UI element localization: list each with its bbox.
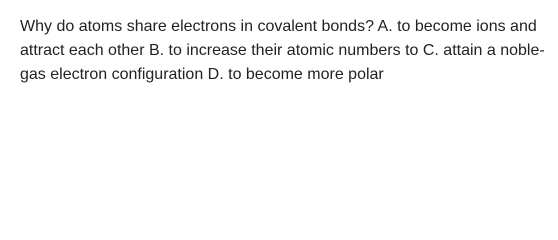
question-text: Why do atoms share electrons in covalent bonds? A. to become ions and attract each other B. to increase their atomic numbers to C. attain a noble-gas electron configuration D. to become more polar — [20, 18, 545, 83]
